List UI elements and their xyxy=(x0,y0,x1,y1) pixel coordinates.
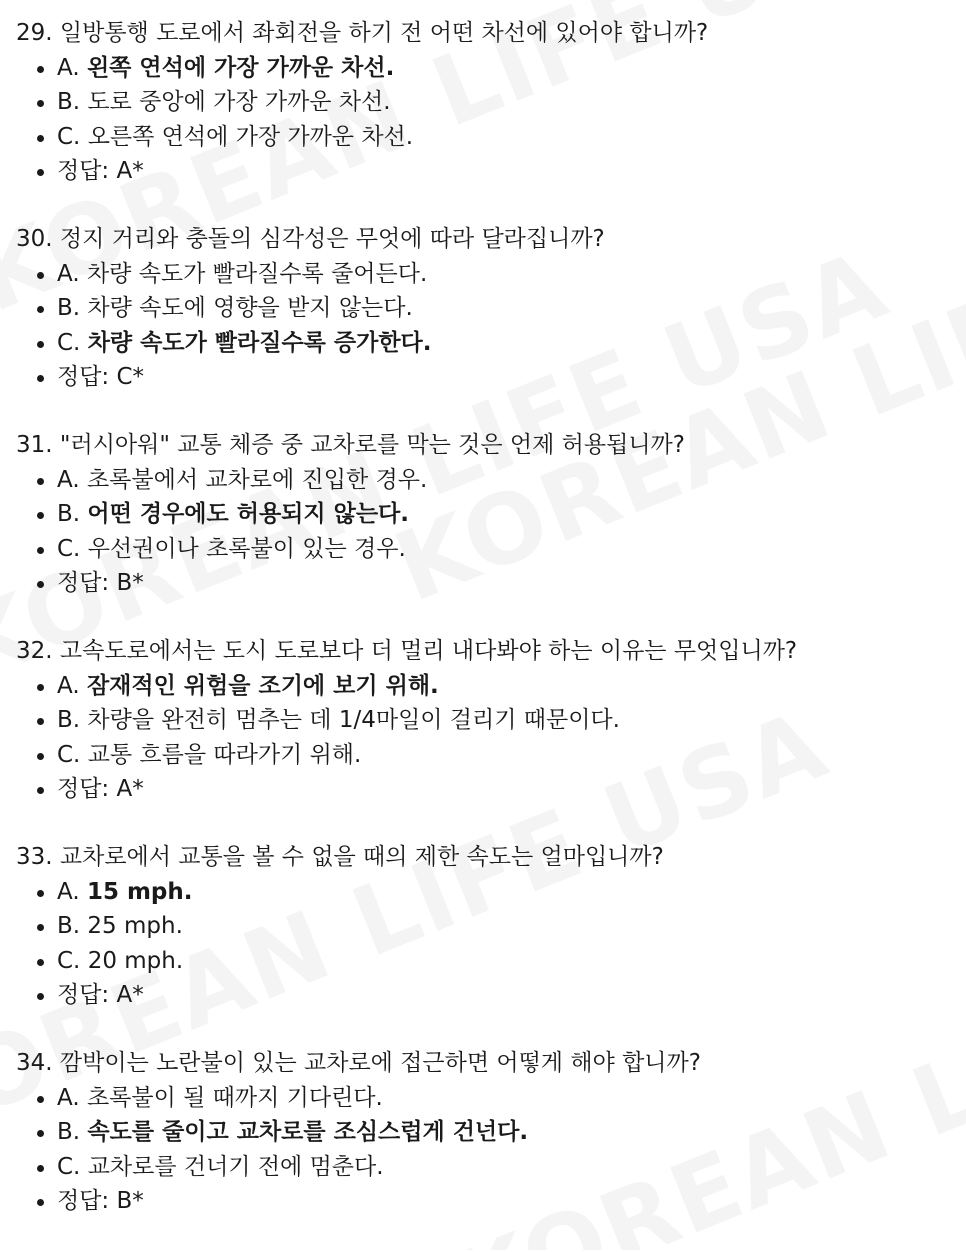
option-item xyxy=(16,326,966,361)
option-letter: B. xyxy=(57,501,81,527)
question-32 xyxy=(16,634,966,840)
option-item xyxy=(16,120,966,155)
option-letter: A. xyxy=(57,54,80,81)
option-text: 15 mph. xyxy=(86,878,193,905)
answer-value: A* xyxy=(116,982,144,1008)
option-item xyxy=(16,532,966,567)
option-list xyxy=(16,1081,966,1219)
answer-value: A* xyxy=(116,776,144,802)
option-text: 우선권이나 초록불이 있는 경우. xyxy=(87,535,406,562)
option-text: 초록불에서 교차로에 진입한 경우. xyxy=(86,466,428,493)
option-item xyxy=(16,738,966,773)
option-letter: B. xyxy=(57,913,81,939)
answer-item xyxy=(16,1184,966,1219)
question-number: 33. xyxy=(16,844,53,870)
answer-item xyxy=(16,978,966,1013)
option-text: 잠재적인 위험을 조기에 보기 위해. xyxy=(86,672,439,699)
option-text: 차량 속도에 영향을 받지 않는다. xyxy=(87,295,413,321)
option-text: 25 mph. xyxy=(87,913,183,939)
option-text: 도로 중앙에 가장 가까운 차선. xyxy=(87,89,391,115)
option-item xyxy=(16,1150,966,1185)
option-item xyxy=(16,85,966,120)
question-number: 29. xyxy=(16,20,53,46)
option-item xyxy=(16,497,966,532)
option-letter: B. xyxy=(57,295,81,321)
option-letter: A. xyxy=(57,878,80,905)
option-item xyxy=(16,463,966,498)
answer-value: B* xyxy=(116,1188,144,1214)
question-34 xyxy=(16,1046,966,1252)
answer-label: 정답: xyxy=(57,364,110,390)
option-item xyxy=(16,257,966,292)
option-letter: A. xyxy=(57,1084,80,1111)
question-31 xyxy=(16,428,966,634)
option-letter: B. xyxy=(57,1119,81,1145)
option-item xyxy=(16,909,966,944)
answer-label: 정답: xyxy=(57,570,110,596)
answer-item xyxy=(16,360,966,395)
question-29 xyxy=(16,16,966,222)
option-letter: C. xyxy=(57,947,81,974)
question-text: 깜박이는 노란불이 있는 교차로에 접근하면 어떻게 해야 합니까? xyxy=(59,1050,701,1076)
option-item xyxy=(16,51,966,86)
question-number: 32. xyxy=(16,638,53,664)
question-title xyxy=(16,16,966,51)
option-letter: A. xyxy=(57,466,80,493)
option-letter: A. xyxy=(57,260,80,287)
option-text: 초록불이 될 때까지 기다린다. xyxy=(86,1084,383,1111)
question-title xyxy=(16,428,966,463)
question-text: 정지 거리와 충돌의 심각성은 무엇에 따라 달라집니까? xyxy=(59,226,605,252)
option-letter: A. xyxy=(57,672,80,699)
option-item xyxy=(16,669,966,704)
question-number: 34. xyxy=(16,1050,53,1076)
option-list xyxy=(16,875,966,1013)
answer-value: A* xyxy=(116,158,144,184)
option-list xyxy=(16,669,966,807)
question-text: 일방통행 도로에서 좌회전을 하기 전 어떤 차선에 있어야 합니까? xyxy=(59,20,709,46)
option-text: 왼쪽 연석에 가장 가까운 차선. xyxy=(86,54,395,81)
option-item xyxy=(16,291,966,326)
option-item xyxy=(16,1081,966,1116)
option-text: 오른쪽 연석에 가장 가까운 차선. xyxy=(87,123,414,150)
question-33 xyxy=(16,840,966,1046)
option-letter: C. xyxy=(57,329,81,356)
question-number: 31. xyxy=(16,432,53,458)
question-title xyxy=(16,1046,966,1081)
answer-value: C* xyxy=(116,364,145,390)
option-letter: C. xyxy=(57,535,81,562)
answer-label: 정답: xyxy=(57,982,110,1008)
question-number: 30. xyxy=(16,226,53,252)
option-item xyxy=(16,1115,966,1150)
answer-label: 정답: xyxy=(57,1188,110,1214)
option-letter: C. xyxy=(57,123,81,150)
question-title xyxy=(16,222,966,257)
answer-value: B* xyxy=(116,570,144,596)
answer-label: 정답: xyxy=(57,776,110,802)
option-text: 20 mph. xyxy=(87,947,184,974)
option-list xyxy=(16,463,966,601)
option-text: 속도를 줄이고 교차로를 조심스럽게 건넌다. xyxy=(87,1119,529,1145)
option-letter: C. xyxy=(57,1153,81,1180)
option-letter: B. xyxy=(57,89,81,115)
answer-label: 정답: xyxy=(57,158,110,184)
option-text: 어떤 경우에도 허용되지 않는다. xyxy=(87,501,409,527)
question-text: 교차로에서 교통을 볼 수 없을 때의 제한 속도는 얼마입니까? xyxy=(59,844,664,870)
option-text: 차량을 완전히 멈추는 데 1/4마일이 걸리기 때문이다. xyxy=(87,707,620,733)
option-text: 교차로를 건너기 전에 멈춘다. xyxy=(87,1153,384,1180)
question-30 xyxy=(16,222,966,428)
question-title xyxy=(16,634,966,669)
option-text: 차량 속도가 빨라질수록 증가한다. xyxy=(87,329,432,356)
option-letter: B. xyxy=(57,707,81,733)
option-text: 교통 흐름을 따라가기 위해. xyxy=(87,741,362,768)
option-item xyxy=(16,703,966,738)
option-list xyxy=(16,51,966,189)
question-title xyxy=(16,840,966,875)
question-text: "러시아워" 교통 체증 중 교차로를 막는 것은 언제 허용됩니까? xyxy=(59,432,685,458)
answer-item xyxy=(16,772,966,807)
option-letter: C. xyxy=(57,741,81,768)
option-item xyxy=(16,944,966,979)
question-text: 고속도로에서는 도시 도로보다 더 멀리 내다봐야 하는 이유는 무엇입니까? xyxy=(59,638,798,664)
answer-item xyxy=(16,566,966,601)
option-item xyxy=(16,875,966,910)
option-list xyxy=(16,257,966,395)
option-text: 차량 속도가 빨라질수록 줄어든다. xyxy=(86,260,428,287)
answer-item xyxy=(16,154,966,189)
